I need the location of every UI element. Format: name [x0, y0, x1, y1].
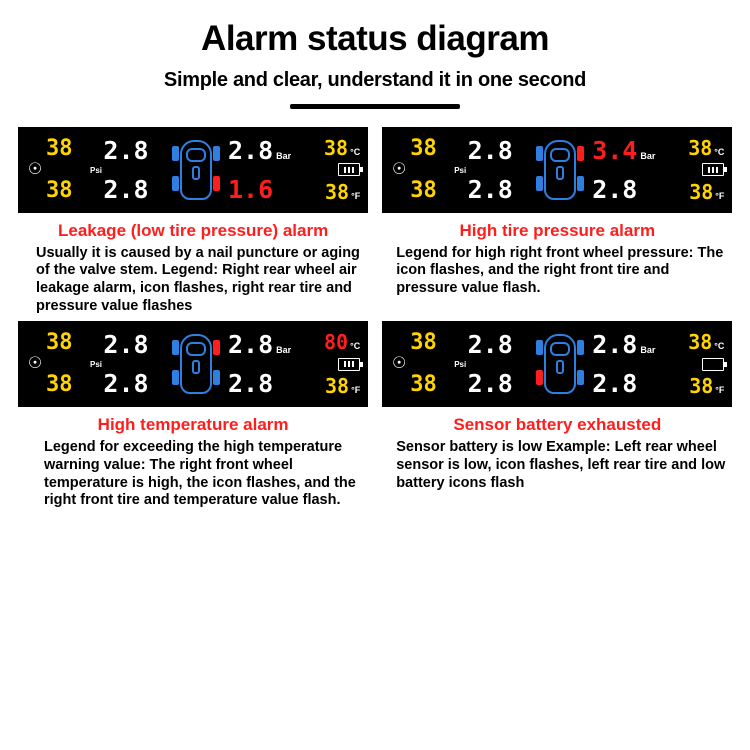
battery-icon [702, 163, 724, 176]
tire-rear-right [577, 176, 584, 191]
tire-rear-left [172, 176, 179, 191]
tire-rear-left [536, 370, 543, 385]
left-front-psi: 38 [410, 135, 437, 161]
right-front-temp: 38 [688, 135, 713, 160]
right-front-temp: 38 [688, 330, 713, 355]
right-temp-column [688, 330, 726, 399]
left-psi-column [410, 332, 452, 396]
sun-icon: ☉ [392, 160, 407, 178]
temp-unit-f: °F [351, 190, 361, 201]
right-rear-pressure: 2.8 [228, 369, 274, 399]
left-rear-pressure: 2.8 [103, 174, 149, 204]
bar-unit-label: Bar [640, 150, 656, 161]
panel-grid [0, 127, 750, 511]
tire-rear-left [172, 370, 179, 385]
left-front-pressure: 2.8 [103, 135, 149, 165]
left-rear-pressure: 2.8 [467, 369, 513, 399]
right-rear-temp: 38 [325, 374, 350, 399]
sun-icon: ☉ [27, 160, 43, 178]
page-subtitle: Simple and clear, understand it in one second [163, 68, 587, 91]
tire-front-left [172, 340, 179, 355]
left-pressure-column [88, 330, 164, 399]
sun-icon: ☉ [27, 355, 43, 373]
temp-unit-c: °C [350, 146, 361, 157]
right-front-pressure: 2.8 [228, 135, 274, 165]
temp-unit-f: °F [715, 190, 725, 201]
right-rear-temp: 38 [689, 179, 714, 204]
left-psi-column [46, 135, 88, 203]
left-rear-psi: 38 [410, 372, 437, 398]
psi-unit-label: Psi [454, 360, 467, 370]
car-icon-wrapper [528, 138, 592, 202]
tire-rear-right [213, 176, 220, 191]
tpms-display-high-temperature [18, 321, 368, 407]
tire-front-right [577, 146, 584, 161]
psi-unit-label: Psi [90, 360, 103, 370]
bar-unit-label: Bar [276, 345, 292, 356]
left-front-psi: 38 [46, 330, 73, 356]
title-divider [290, 104, 460, 109]
bar-unit-label: Bar [276, 150, 292, 161]
alarm-title-battery-exhausted: Sensor battery exhausted [453, 415, 662, 435]
tire-front-right [213, 146, 220, 161]
temp-unit-c: °C [714, 146, 725, 157]
left-pressure-column [88, 135, 164, 204]
right-temp-column [324, 330, 362, 399]
sun-icon: ☉ [392, 355, 407, 373]
left-front-pressure: 2.8 [103, 330, 149, 360]
psi-unit-label: Psi [90, 165, 103, 175]
right-temp-column [324, 135, 362, 204]
left-psi-column [410, 135, 452, 203]
left-rear-psi: 38 [46, 372, 73, 398]
car-top-view-icon [534, 332, 586, 396]
battery-empty-icon [702, 358, 724, 371]
panel-cell-leakage [18, 127, 368, 316]
tpms-display-battery-exhausted [382, 321, 732, 407]
temp-unit-f: °F [351, 385, 361, 396]
page-title: Alarm status diagram [201, 19, 549, 58]
tpms-display-leakage [18, 127, 368, 213]
alarm-description-high-temperature: Legend for exceeding the high temperature warning value: The right front wheel temperature is high, the icon flashes, and the right front tire and temperature value flash. [44, 439, 356, 509]
car-top-view-icon [534, 138, 586, 202]
right-temp-column [688, 135, 726, 204]
psi-unit-label: Psi [454, 165, 467, 175]
right-front-temp: 38 [324, 135, 349, 160]
car-top-view-icon [170, 138, 222, 202]
alarm-description-leakage: Usually it is caused by a nail puncture or aging of the valve stem. Legend: Right rear wheel air leakage alarm, icon flashes, right rear tire and pressure value flashes [36, 244, 360, 314]
right-rear-temp: 38 [325, 179, 350, 204]
tire-front-left [536, 340, 543, 355]
panel-cell-high-temperature [18, 321, 368, 510]
left-rear-pressure: 2.8 [103, 369, 149, 399]
tire-front-left [172, 146, 179, 161]
alarm-title-leakage: Leakage (low tire pressure) alarm [57, 220, 329, 240]
alarm-title-high-temperature: High temperature alarm [97, 415, 289, 435]
left-front-pressure: 2.8 [467, 330, 513, 360]
tpms-display-high-pressure [382, 127, 732, 213]
battery-icon [338, 358, 360, 371]
tire-rear-right [577, 370, 584, 385]
page-header [0, 0, 750, 109]
left-pressure-column [452, 330, 528, 399]
tire-rear-right [213, 370, 220, 385]
alarm-title-high-pressure: High tire pressure alarm [459, 220, 656, 240]
left-rear-psi: 38 [410, 177, 437, 203]
left-rear-pressure: 2.8 [467, 174, 513, 204]
car-top-view-icon [170, 332, 222, 396]
left-front-pressure: 2.8 [467, 135, 513, 165]
right-rear-pressure: 2.8 [592, 174, 638, 204]
right-front-pressure: 3.4 [592, 135, 638, 165]
temp-unit-c: °C [714, 341, 725, 352]
temp-unit-f: °F [715, 385, 725, 396]
battery-icon [338, 163, 360, 176]
car-icon-wrapper [164, 138, 228, 202]
right-rear-temp: 38 [689, 374, 714, 399]
right-rear-pressure: 1.6 [228, 174, 274, 204]
right-pressure-column [228, 135, 324, 204]
car-icon-wrapper [164, 332, 228, 396]
panel-cell-battery-exhausted [382, 321, 732, 510]
bar-unit-label: Bar [640, 345, 656, 356]
alarm-description-battery-exhausted: Sensor battery is low Example: Left rear wheel sensor is low, icon flashes, left rear tire and low battery icons flash [396, 439, 726, 491]
left-front-psi: 38 [410, 330, 437, 356]
right-rear-pressure: 2.8 [592, 369, 638, 399]
tire-front-right [577, 340, 584, 355]
right-front-pressure: 2.8 [228, 330, 274, 360]
right-front-temp: 80 [324, 330, 349, 355]
right-pressure-column [228, 330, 324, 399]
left-front-psi: 38 [46, 135, 73, 161]
panel-cell-high-pressure [382, 127, 732, 316]
right-front-pressure: 2.8 [592, 330, 638, 360]
left-pressure-column [452, 135, 528, 204]
alarm-description-high-pressure: Legend for high right front wheel pressure: The icon flashes, and the right front tire and pressure value flash. [396, 244, 724, 296]
car-icon-wrapper [528, 332, 592, 396]
left-rear-psi: 38 [46, 177, 73, 203]
tire-rear-left [536, 176, 543, 191]
left-psi-column [46, 332, 88, 396]
right-pressure-column [592, 135, 688, 204]
right-pressure-column [592, 330, 688, 399]
tire-front-right [213, 340, 220, 355]
temp-unit-c: °C [350, 341, 361, 352]
tire-front-left [536, 146, 543, 161]
